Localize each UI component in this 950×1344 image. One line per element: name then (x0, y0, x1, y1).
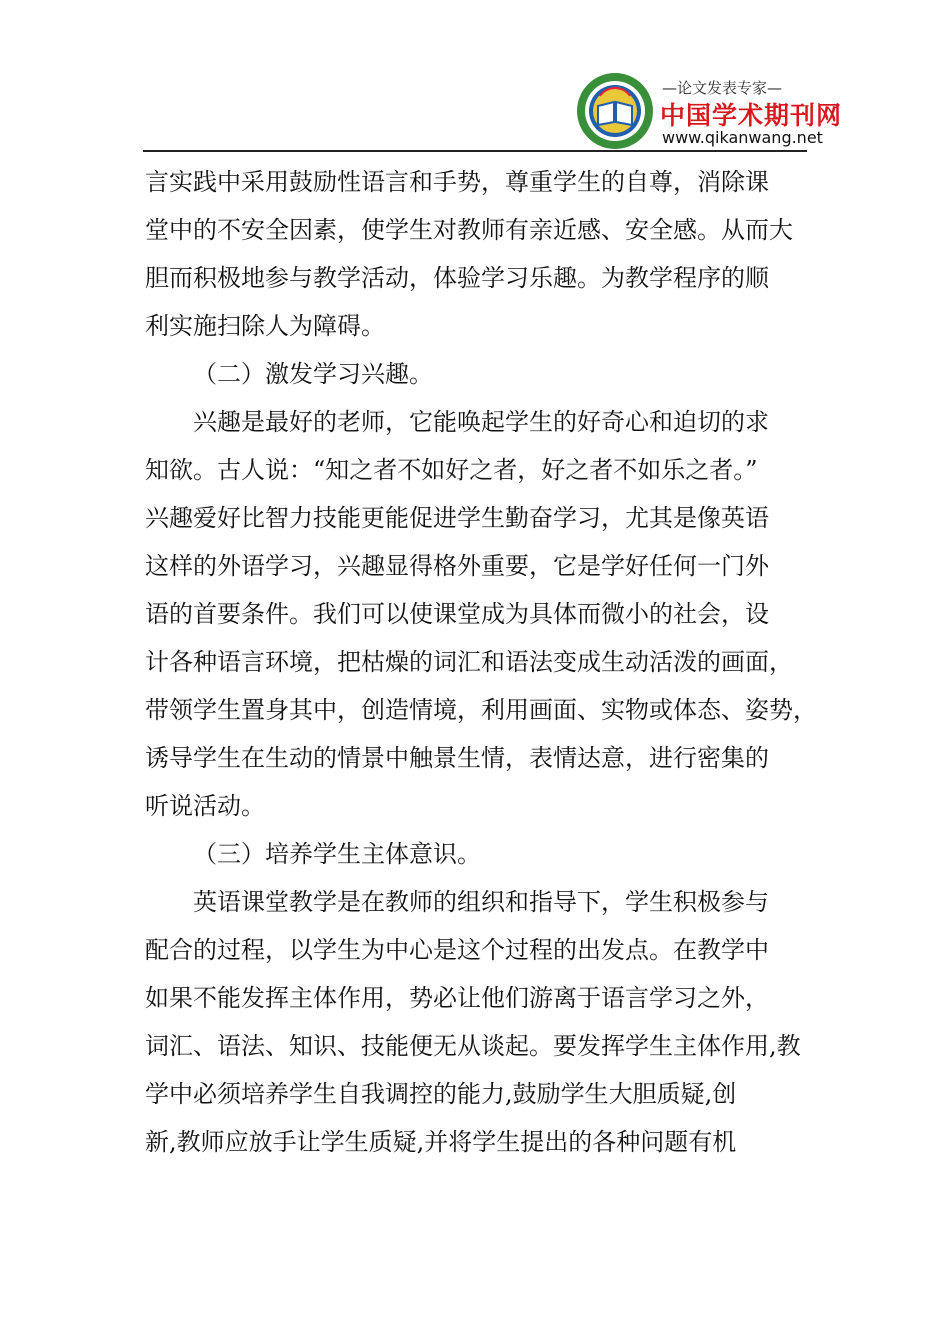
text-line: 配合的过程，以学生为中心是这个过程的出发点。在教学中 (145, 936, 769, 964)
section-heading: （三）培养学生主体意识。 (193, 840, 481, 868)
text-line: 言实践中采用鼓励性语言和手势，尊重学生的自尊，消除课 (145, 168, 769, 196)
document-body (145, 158, 817, 1166)
text-line: 计各种语言环境，把枯燥的词汇和语法变成生动活泼的画面， (145, 648, 793, 676)
text-line: 带领学生置身其中，创造情境，利用画面、实物或体态、姿势， (145, 696, 817, 724)
text-line: 听说活动。 (145, 792, 265, 820)
qikanwang-logo-seal (576, 72, 654, 150)
text-line: 如果不能发挥主体作用，势必让他们游离于语言学习之外， (145, 984, 769, 1012)
header-divider (143, 150, 807, 152)
header-brand-title: 中国学术期刊网 (660, 101, 843, 130)
text-line: 新,教师应放手让学生质疑,并将学生提出的各种问题有机 (145, 1128, 737, 1156)
text-line: 英语课堂教学是在教师的组织和指导下，学生积极参与 (193, 888, 769, 916)
text-line: 胆而积极地参与教学活动，体验学习乐趣。为教学程序的顺 (145, 264, 769, 292)
text-line: 诱导学生在生动的情景中触景生情，表情达意，进行密集的 (145, 744, 769, 772)
text-line: 词汇、语法、知识、技能便无从谈起。要发挥学生主体作用,教 (145, 1032, 801, 1060)
text-line: 语的首要条件。我们可以使课堂成为具体而微小的社会，设 (145, 600, 769, 628)
text-line: 堂中的不安全因素，使学生对教师有亲近感、安全感。从而大 (145, 216, 793, 244)
text-line: 学中必须培养学生自我调控的能力,鼓励学生大胆质疑,创 (145, 1080, 737, 1108)
section-heading: （二）激发学习兴趣。 (193, 360, 433, 388)
text-line: 这样的外语学习，兴趣显得格外重要，它是学好任何一门外 (145, 552, 769, 580)
header-site-url: www.qikanwang.net (662, 128, 823, 147)
text-line: 利实施扫除人为障碍。 (145, 312, 385, 340)
text-line: 兴趣爱好比智力技能更能促进学生勤奋学习，尤其是像英语 (145, 504, 769, 532)
text-line: 知欲。古人说：“知之者不如好之者，好之者不如乐之者。” (145, 456, 758, 484)
header-tagline: —论文发表专家— (662, 79, 783, 97)
text-line: 兴趣是最好的老师，它能唤起学生的好奇心和迫切的求 (193, 408, 769, 436)
page-header (0, 0, 950, 160)
